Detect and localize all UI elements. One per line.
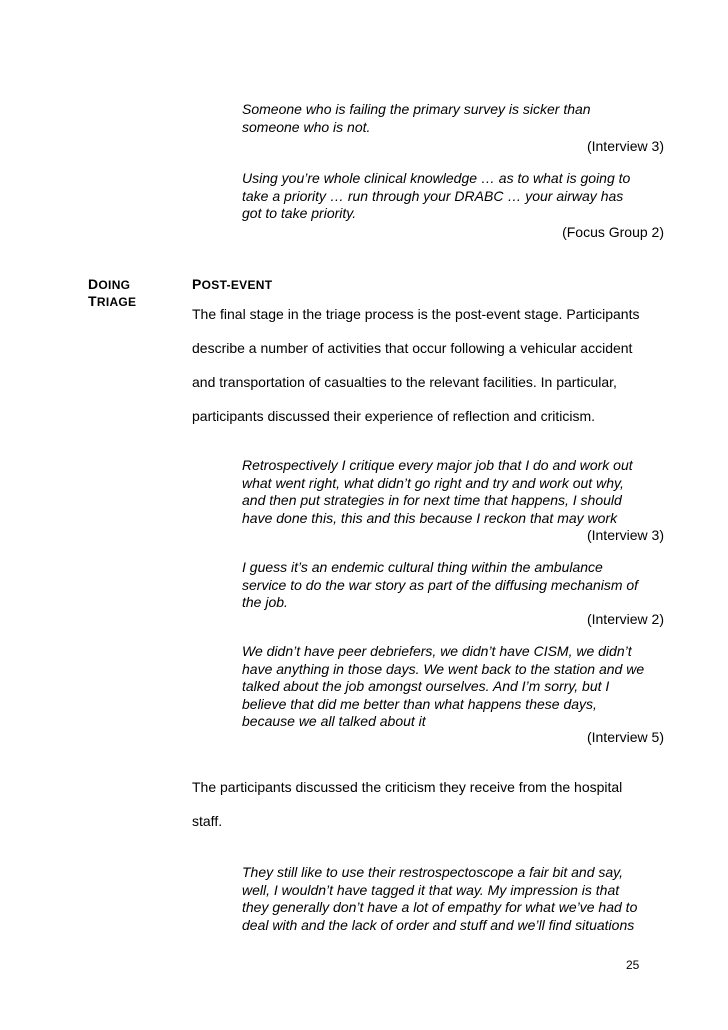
quote-line: Someone who is failing the primary survey is sicker than: [242, 101, 591, 117]
body-paragraph-1: [192, 306, 672, 426]
quote-line: talked about the job amongst ourselves. And I’m sorry, but I: [242, 678, 610, 695]
quote-citation: (Interview 3): [586, 138, 664, 154]
quote-citation: (Interview 5): [586, 729, 664, 745]
block-quote-2: [242, 170, 668, 223]
quote-citation: (Interview 3): [586, 527, 664, 543]
quote-line: someone who is not.: [242, 118, 371, 135]
block-quote-6: [242, 864, 668, 934]
block-quote-5: [242, 643, 668, 731]
quote-citation: (Focus Group 2): [562, 224, 664, 240]
quote-line: because we all talked about it: [242, 713, 426, 730]
quote-line: take a priority … run through your DRABC … your airway has: [242, 187, 624, 204]
quote-line: believe that did me better than what happens these days,: [242, 695, 597, 712]
page-number: 25: [626, 958, 640, 972]
quote-line: and then put strategies in for next time that happens, I should: [242, 492, 622, 509]
paragraph-line: participants discussed their experience of reflection and criticism.: [192, 408, 596, 424]
body-paragraph-2: [192, 779, 672, 831]
quote-line: Using you’re whole clinical knowledge … as to what is going to: [242, 170, 631, 186]
quote-line: Retrospectively I critique every major job that I do and work out: [242, 457, 633, 473]
quote-line: We didn’t have peer debriefers, we didn’t have CISM, we didn’t: [242, 643, 632, 659]
margin-heading-line-2: TRIAGE: [88, 293, 137, 309]
paragraph-line: The participants discussed the criticism they receive from the hospital: [192, 779, 623, 795]
margin-heading-line-1: DOING: [88, 276, 131, 292]
quote-line: have anything in those days. We went back to the station and we: [242, 660, 645, 677]
quote-line: I guess it’s an endemic cultural thing within the ambulance: [242, 559, 603, 575]
quote-line: they generally don’t have a lot of empathy for what we’ve had to: [242, 899, 638, 916]
quote-line: deal with and the lack of order and stuff and we’ll find situations: [242, 916, 635, 933]
paragraph-line: staff.: [192, 813, 223, 829]
quote-citation: (Interview 2): [586, 611, 664, 627]
quote-line: got to take priority.: [242, 205, 357, 222]
paragraph-line: The final stage in the triage process is the post-event stage. Participants: [192, 306, 640, 322]
quote-line: have done this, this and this because I reckon that may work: [242, 509, 618, 526]
quote-line: They still like to use their restrospectoscope a fair bit and say,: [242, 864, 624, 880]
block-quote-3: [242, 457, 668, 527]
block-quote-1: [242, 101, 668, 136]
quote-line: the job.: [242, 594, 288, 611]
paragraph-line: and transportation of casualties to the relevant facilities. In particular,: [192, 374, 617, 390]
quote-line: well, I wouldn’t have tagged it that way. My impression is that: [242, 881, 620, 898]
block-quote-4: [242, 559, 668, 612]
quote-line: service to do the war story as part of the diffusing mechanism of: [242, 576, 639, 593]
section-heading: POST-EVENT: [192, 276, 273, 292]
paragraph-line: describe a number of activities that occur following a vehicular accident: [192, 340, 633, 356]
quote-line: what went right, what didn’t go right and try and work out why,: [242, 474, 624, 491]
